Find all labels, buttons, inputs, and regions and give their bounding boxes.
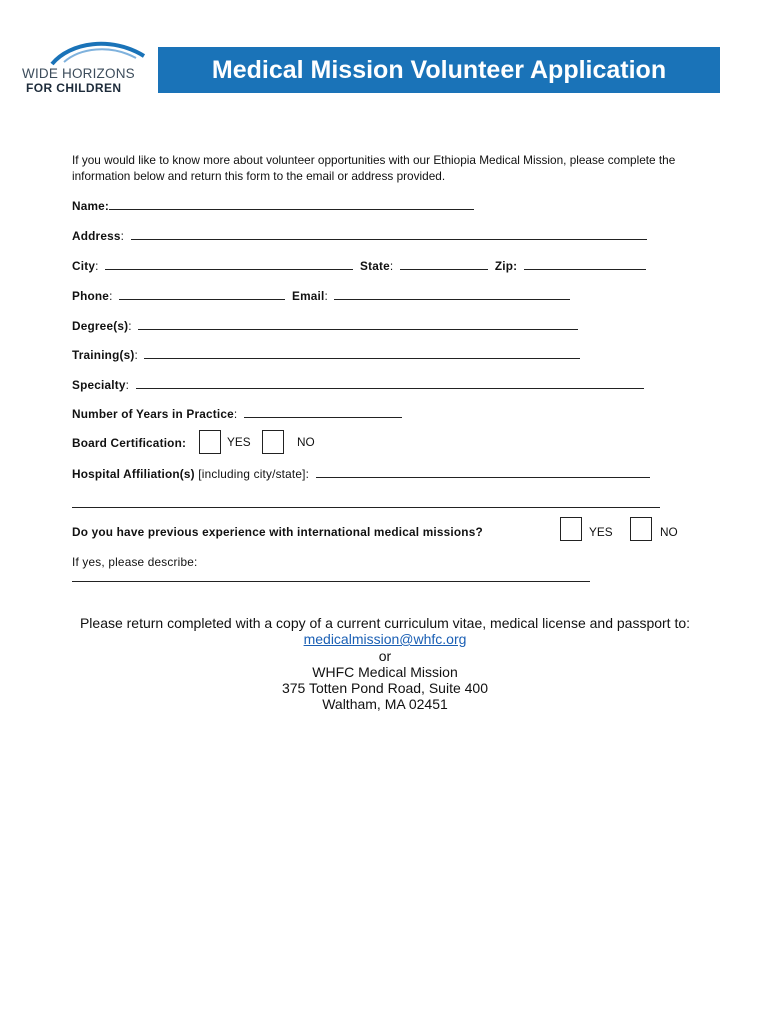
years-row: Number of Years in Practice:: [72, 406, 402, 421]
missions-yes-label: YES: [589, 525, 613, 539]
describe-field[interactable]: [72, 581, 590, 582]
address-field[interactable]: [131, 228, 647, 240]
training-label: Training(s): [72, 348, 135, 362]
street-address: 375 Totten Pond Road, Suite 400: [281, 680, 488, 696]
specialty-field[interactable]: [136, 377, 644, 389]
board-no-label: NO: [297, 435, 315, 449]
organization-logo: [22, 38, 148, 98]
zip-field[interactable]: [524, 258, 646, 270]
return-email-row: [0, 631, 770, 648]
years-field[interactable]: [244, 406, 402, 418]
hospital-label: Hospital Affiliation(s): [72, 467, 195, 481]
degrees-field[interactable]: [138, 318, 578, 330]
org-name: WHFC Medical Mission: [312, 664, 458, 680]
city-row: City: State: Zip:: [72, 258, 646, 273]
missions-yes-checkbox[interactable]: [560, 517, 582, 541]
return-email-link[interactable]: medicalmission@whfc.org: [303, 631, 467, 647]
state-label: State: [360, 259, 390, 273]
specialty-label: Specialty: [72, 378, 126, 392]
city-address: Waltham, MA 02451: [322, 696, 448, 712]
name-field[interactable]: [109, 198, 474, 210]
phone-field[interactable]: [119, 288, 285, 300]
hospital-field[interactable]: [316, 466, 650, 478]
hospital-row: [72, 466, 650, 481]
email-label: Email: [292, 289, 325, 303]
zip-label: Zip:: [494, 259, 518, 273]
name-row: [72, 198, 474, 213]
email-field[interactable]: [334, 288, 570, 300]
specialty-row: Specialty:: [72, 377, 644, 392]
board-yes-checkbox[interactable]: [199, 430, 221, 454]
missions-no-label: NO: [660, 525, 678, 539]
degrees-label: Degree(s): [72, 319, 129, 333]
describe-label: If yes, please describe:: [72, 555, 198, 569]
logo-text-line1: WIDE HORIZONS: [22, 66, 135, 81]
phone-label: Phone: [72, 289, 110, 303]
horizon-arc-icon: [50, 38, 146, 68]
hospital-note: [including city/state]:: [198, 467, 310, 481]
training-row: Training(s):: [72, 347, 580, 362]
years-label: Number of Years in Practice: [72, 407, 234, 421]
address-row: Address:: [72, 228, 647, 243]
phone-row: Phone: Email:: [72, 288, 570, 303]
city-field[interactable]: [105, 258, 353, 270]
missions-question: Do you have previous experience with international medical missions?: [72, 525, 483, 539]
city-label: City: [72, 259, 96, 273]
state-field[interactable]: [400, 258, 488, 270]
name-label: Name:: [72, 199, 110, 213]
board-no-checkbox[interactable]: [262, 430, 284, 454]
hospital-field-line2[interactable]: [72, 507, 660, 508]
or-text: or: [378, 648, 392, 664]
intro-text: If you would like to know more about volunteer opportunities with our Ethiopia Medical Mission, please complete the information below and return this form to the email or address provided.: [72, 153, 676, 183]
return-instruction: Please return completed with a copy of a current curriculum vitae, medical license and passport to:: [79, 615, 691, 631]
address-label: Address: [72, 229, 121, 243]
board-label-text: Board Certification:: [72, 436, 187, 450]
logo-text-line2: FOR CHILDREN: [26, 81, 122, 95]
board-yes-label: YES: [227, 435, 251, 449]
missions-no-checkbox[interactable]: [630, 517, 652, 541]
degrees-row: Degree(s):: [72, 318, 578, 333]
page-title: Medical Mission Volunteer Application: [158, 47, 720, 93]
training-field[interactable]: [144, 347, 580, 359]
